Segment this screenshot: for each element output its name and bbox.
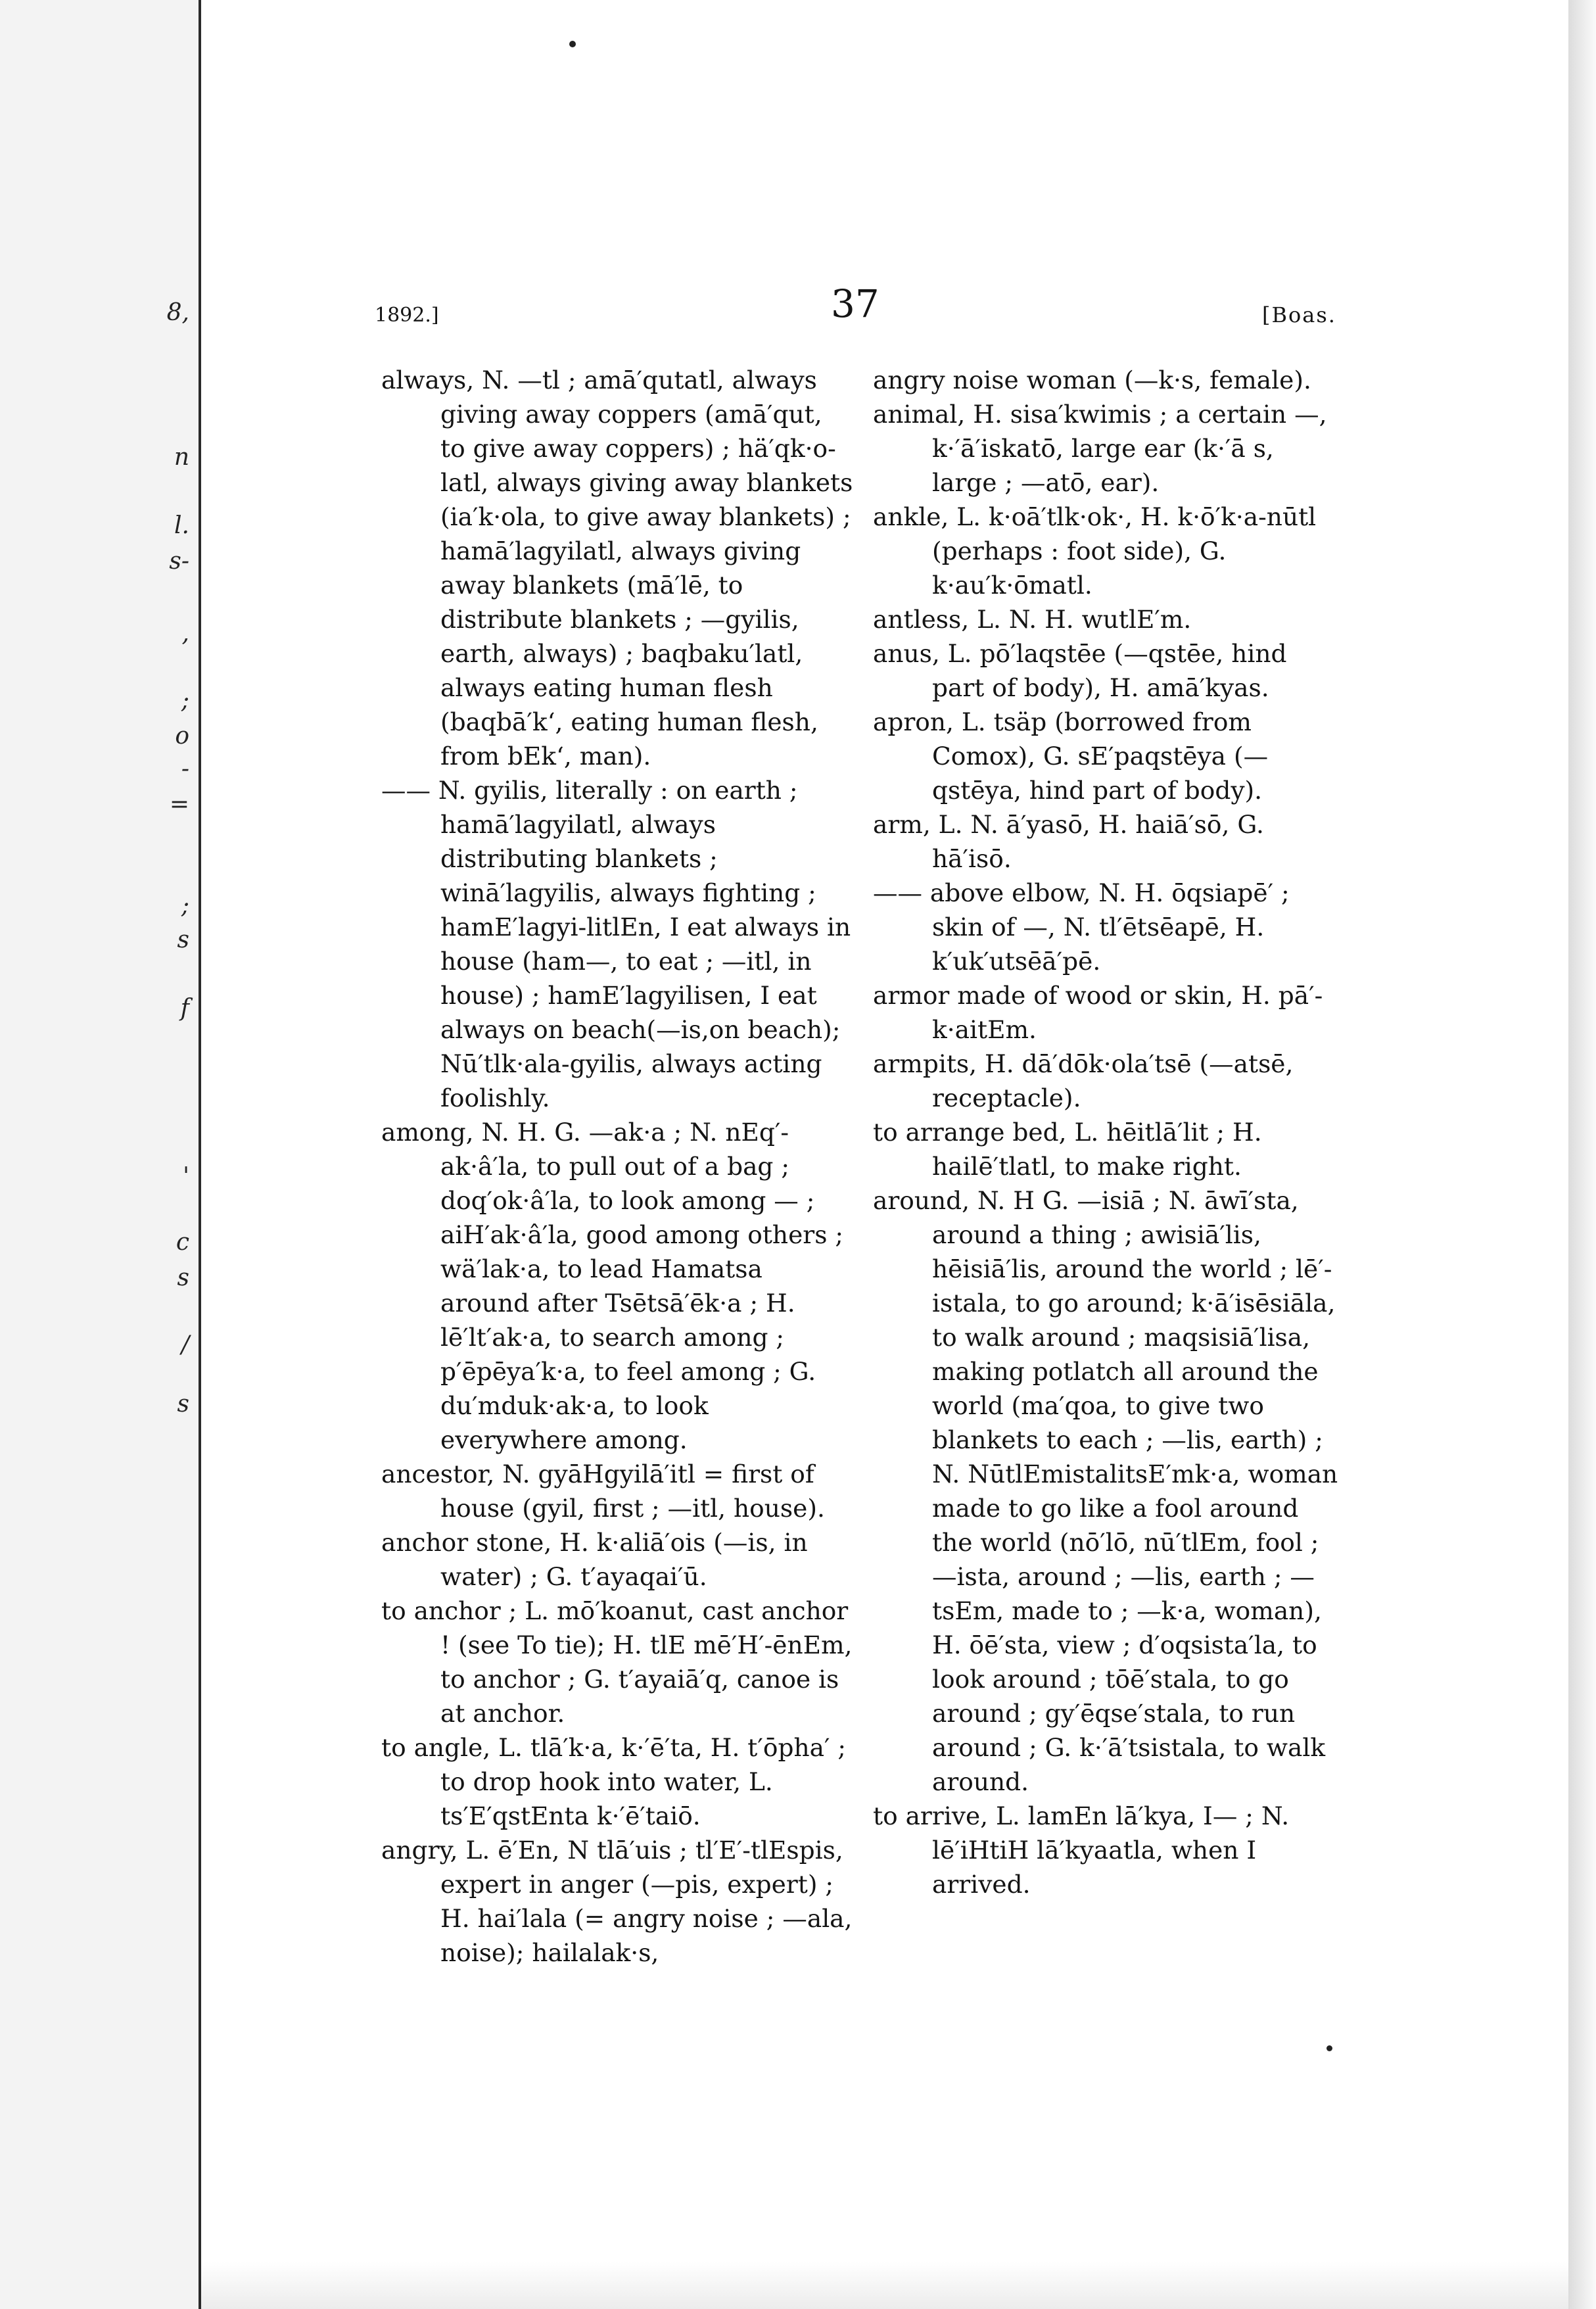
entry-armpits: armpits, H. dā′dōk·ola′tsē (—atsē, receptacle). <box>873 1049 1294 1112</box>
margin-fragment: ; <box>181 892 189 919</box>
margin-fragment: s- <box>169 548 189 575</box>
margin-fragment: , <box>181 620 189 647</box>
page-number: 37 <box>831 281 880 326</box>
entry-arm-above-elbow: —— above elbow, N. H. ōqsiapē′ ; skin of —, N. tl′ētsēapē, H. k′uk′utsēā′pē. <box>873 878 1290 976</box>
entry-around: around, N. H G. —isiā ; N. āwī′sta, around a thing ; awisiā′lis, hēisiā′lis, around the world ; lē′-istala, to go around; k·ā′isēsiāla, to walk around ; maqsisiā′lisa, making potlatch all around the world (ma′qoa, to give two blankets to each ; —lis, earth) ; N. NūtlEmistalitsE′mk·a, woman made to go like a fool around the world (nō′lō, nū′tlEm, fool ; —ista, around ; —lis, earth ; —tsEm, made to ; —k·a, woman), H. ōē′sta, view ; d′oqsista′la, to look around ; tōē′stala, to go around ; gy′ēqse′stala, to run around ; G. k·′ā′tsistala, to walk around. <box>873 1186 1338 1796</box>
entry-angry-cont: angry noise woman (—k·s, female). <box>873 366 1311 394</box>
entry-antless: antless, L. N. H. wutlE′m. <box>873 605 1192 634</box>
margin-fragment: / <box>181 1331 189 1358</box>
margin-fragment: 8, <box>166 299 189 326</box>
page-bottom-shade <box>201 2262 1568 2309</box>
margin-fragment: s <box>177 926 189 953</box>
entry-to-angle: to angle, L. tlā′k·a, k·′ē′ta, H. t′ōpha′ ; to drop hook into water, L. ts′E′qstEnta k·′ē′taiō. <box>381 1733 847 1830</box>
entry-animal: animal, H. sisa′kwimis ; a certain —, k·′ā′iskatō, large ear (k·′ā s, large ; —atō, ear). <box>873 400 1327 497</box>
margin-fragment: ; <box>181 687 189 714</box>
margin-fragment: - <box>181 755 189 782</box>
left-column <box>381 363 853 1970</box>
margin-fragment: n <box>174 444 189 471</box>
previous-page-edge <box>0 0 201 2309</box>
margin-fragment: f <box>180 995 189 1022</box>
entry-apron: apron, L. tsäp (borrowed from Comox), G. sE′paqstēya (—qstēya, hind part of body). <box>873 707 1269 805</box>
margin-fragment: = <box>169 791 189 818</box>
running-header-author: [Boas. <box>1262 302 1336 327</box>
margin-fragment: s <box>177 1264 189 1291</box>
right-column <box>873 363 1340 1901</box>
entry-always-sub: —— N. gyilis, literally : on earth ; hamā′lagyilatl, always distributing blankets ; winā′lagyilis, always fighting ; hamE′lagyi-litlEn, I eat always in house (ham—, to eat ; —itl, in house) ; hamE′lagyilisen, I eat always on beach(—is,on beach); Nū′tlk·ala-gyilis, always acting foolishly. <box>381 776 851 1112</box>
margin-fragment: s <box>177 1391 189 1417</box>
entry-armor: armor made of wood or skin, H. pā′-k·aitEm. <box>873 981 1323 1044</box>
entry-ancestor: ancestor, N. gyāHgyilā′itl = first of house (gyil, first ; —itl, house). <box>381 1460 825 1523</box>
entry-among: among, N. H. G. —ak·a ; N. nEq′-ak·â′la, to pull out of a bag ; doq′ok·â′la, to look among — ; aiH′ak·â′la, good among others ; wä′lak·a, to lead Hamatsa around after Tsētsā′ēk·a ; H. lē′lt′ak·a, to search among ; p′ēpēya′k·a, to feel among ; G. du′mduk·ak·a, to look everywhere among. <box>381 1118 844 1454</box>
margin-fragment: c <box>176 1229 189 1256</box>
entry-always: always, N. —tl ; amā′qutatl, always giving away coppers (amā′qut, to give away coppers) ; hä′qk·o-latl, always giving away blankets (ia′k·ola, to give away blankets) ; hamā′lagyilatl, always giving away blankets (mā′lē, to distribute blankets ; —gyilis, earth, always) ; baqbaku′latl, always eating human flesh (baqbā′k‘, eating human flesh, from bEk‘, man). <box>381 366 853 771</box>
ink-dot <box>1326 2045 1332 2051</box>
ink-dot <box>569 41 576 47</box>
entry-angry: angry, L. ē′En, N tlā′uis ; tl′E′-tlEspis, expert in anger (—pis, expert) ; H. hai′lala (= angry noise ; —ala, noise); hailalak·s, <box>381 1836 853 1967</box>
entry-to-anchor: to anchor ; L. mō′koanut, cast anchor ! (see To tie); H. tlE mē′H′-ēnEm, to anchor ; G. t′ayaiā′q, canoe is at anchor. <box>381 1596 853 1728</box>
page-edge-shadow <box>1568 0 1596 2309</box>
entry-anchor-stone: anchor stone, H. k·aliā′ois (—is, in water) ; G. t′ayaqai′ū. <box>381 1528 808 1591</box>
entry-arrange-bed: to arrange bed, L. hēitlā′lit ; H. hailē′tlatl, to make right. <box>873 1118 1262 1181</box>
running-header-year: 1892.] <box>375 304 439 327</box>
margin-fragment: o <box>175 723 189 750</box>
entry-anus: anus, L. pō′laqstēe (—qstēe, hind part of body), H. amā′kyas. <box>873 639 1287 702</box>
entry-ankle: ankle, L. k·oā′tlk·ok·, H. k·ō′k·a-nūtl (perhaps : foot side), G. k·au′k·ōmatl. <box>873 502 1317 600</box>
margin-fragment: ' <box>183 1163 189 1190</box>
entry-to-arrive: to arrive, L. lamEn lā′kya, I— ; N. lē′iHtiH lā′kyaatla, when I arrived. <box>873 1801 1290 1899</box>
margin-fragment: l. <box>174 512 189 539</box>
entry-arm: arm, L. N. ā′yasō, H. haiā′sō, G. hā′isō. <box>873 810 1264 873</box>
